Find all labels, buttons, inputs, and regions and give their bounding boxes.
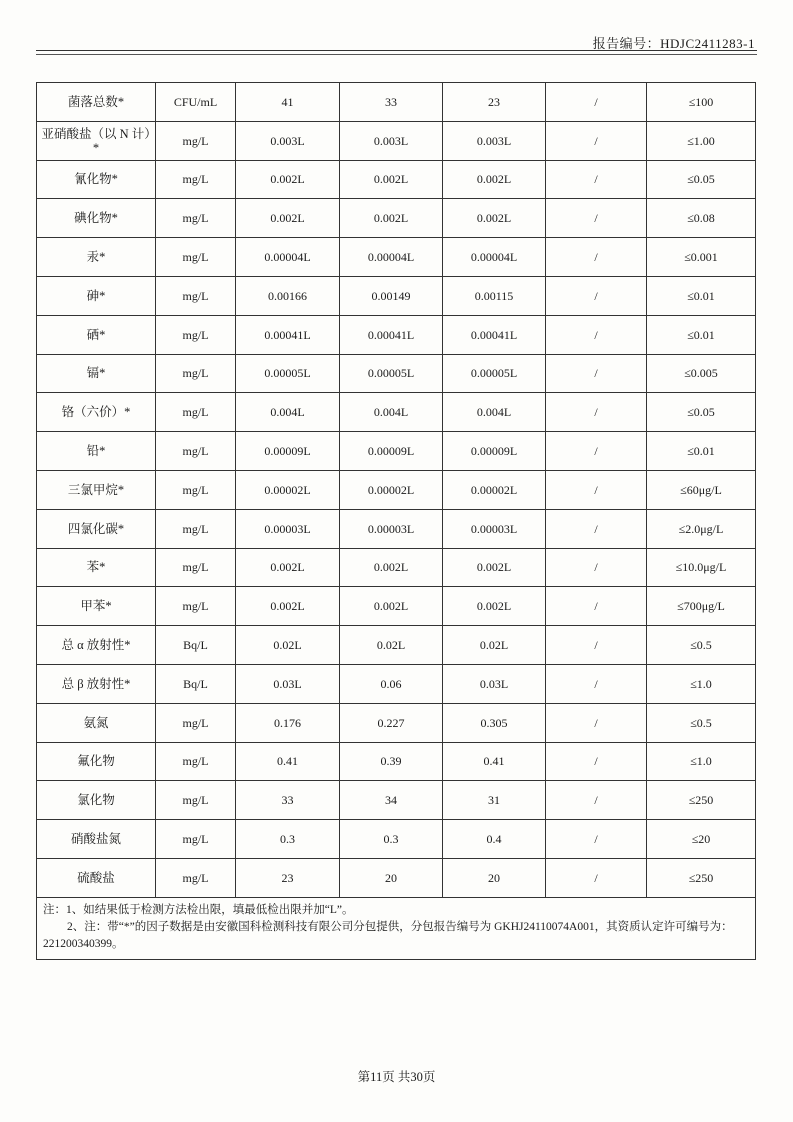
table-row xyxy=(37,820,756,859)
result-2-cell: 33 xyxy=(340,83,443,122)
limit-cell: ≤0.001 xyxy=(647,238,756,277)
result-4-cell: / xyxy=(546,626,647,665)
item-name-cell: 三氯甲烷* xyxy=(37,470,156,509)
result-1-cell: 0.00005L xyxy=(236,354,340,393)
result-4-cell: / xyxy=(546,83,647,122)
result-2-cell: 0.00002L xyxy=(340,470,443,509)
table-row xyxy=(37,470,756,509)
result-1-cell: 0.00003L xyxy=(236,509,340,548)
result-3-cell: 0.004L xyxy=(443,393,546,432)
table-row xyxy=(37,315,756,354)
result-2-cell: 0.00041L xyxy=(340,315,443,354)
unit-cell: mg/L xyxy=(156,509,236,548)
result-1-cell: 0.176 xyxy=(236,703,340,742)
result-3-cell: 0.003L xyxy=(443,121,546,160)
result-1-cell: 0.003L xyxy=(236,121,340,160)
unit-cell: Bq/L xyxy=(156,664,236,703)
result-1-cell: 0.00041L xyxy=(236,315,340,354)
unit-cell: Bq/L xyxy=(156,626,236,665)
item-name-cell: 镉* xyxy=(37,354,156,393)
result-4-cell: / xyxy=(546,276,647,315)
result-3-cell: 0.00004L xyxy=(443,238,546,277)
result-4-cell: / xyxy=(546,121,647,160)
result-3-cell: 20 xyxy=(443,858,546,897)
results-table xyxy=(36,82,756,960)
result-1-cell: 0.3 xyxy=(236,820,340,859)
limit-cell: ≤0.08 xyxy=(647,199,756,238)
page-number: 第11页 共30页 xyxy=(357,1070,436,1084)
table-row xyxy=(37,83,756,122)
result-1-cell: 0.004L xyxy=(236,393,340,432)
table-row xyxy=(37,858,756,897)
result-2-cell: 0.002L xyxy=(340,199,443,238)
result-4-cell: / xyxy=(546,238,647,277)
result-1-cell: 0.002L xyxy=(236,548,340,587)
result-4-cell: / xyxy=(546,160,647,199)
limit-cell: ≤0.01 xyxy=(647,315,756,354)
item-name-cell: 四氯化碳* xyxy=(37,509,156,548)
limit-cell: ≤1.0 xyxy=(647,664,756,703)
unit-cell: mg/L xyxy=(156,238,236,277)
item-name-cell: 菌落总数* xyxy=(37,83,156,122)
result-4-cell: / xyxy=(546,781,647,820)
limit-cell: ≤20 xyxy=(647,820,756,859)
limit-cell: ≤0.01 xyxy=(647,432,756,471)
unit-cell: mg/L xyxy=(156,858,236,897)
notes-row xyxy=(37,897,756,959)
result-3-cell: 0.02L xyxy=(443,626,546,665)
item-name-cell: 氨氮 xyxy=(37,703,156,742)
table-row xyxy=(37,781,756,820)
table-row xyxy=(37,393,756,432)
unit-cell: mg/L xyxy=(156,781,236,820)
table-row xyxy=(37,354,756,393)
result-3-cell: 0.4 xyxy=(443,820,546,859)
result-1-cell: 23 xyxy=(236,858,340,897)
item-name-cell: 硫酸盐 xyxy=(37,858,156,897)
unit-cell: mg/L xyxy=(156,121,236,160)
item-name-cell: 苯* xyxy=(37,548,156,587)
item-name-cell: 甲苯* xyxy=(37,587,156,626)
result-1-cell: 0.41 xyxy=(236,742,340,781)
result-1-cell: 0.002L xyxy=(236,160,340,199)
unit-cell: mg/L xyxy=(156,160,236,199)
result-2-cell: 0.06 xyxy=(340,664,443,703)
result-4-cell: / xyxy=(546,664,647,703)
result-4-cell: / xyxy=(546,587,647,626)
result-4-cell: / xyxy=(546,509,647,548)
result-1-cell: 0.02L xyxy=(236,626,340,665)
result-4-cell: / xyxy=(546,315,647,354)
result-1-cell: 0.00166 xyxy=(236,276,340,315)
result-1-cell: 0.002L xyxy=(236,587,340,626)
item-name-cell: 总 α 放射性* xyxy=(37,626,156,665)
result-2-cell: 0.004L xyxy=(340,393,443,432)
notes-cell xyxy=(37,897,756,959)
result-1-cell: 0.00004L xyxy=(236,238,340,277)
table-row xyxy=(37,199,756,238)
result-4-cell: / xyxy=(546,393,647,432)
result-2-cell: 0.39 xyxy=(340,742,443,781)
result-4-cell: / xyxy=(546,432,647,471)
table-row xyxy=(37,121,756,160)
item-name-cell: 碘化物* xyxy=(37,199,156,238)
unit-cell: mg/L xyxy=(156,199,236,238)
item-name-cell: 铅* xyxy=(37,432,156,471)
result-3-cell: 0.00002L xyxy=(443,470,546,509)
item-name-cell: 氯化物 xyxy=(37,781,156,820)
result-2-cell: 0.002L xyxy=(340,160,443,199)
limit-cell: ≤100 xyxy=(647,83,756,122)
result-2-cell: 0.002L xyxy=(340,587,443,626)
limit-cell: ≤700μg/L xyxy=(647,587,756,626)
limit-cell: ≤10.0μg/L xyxy=(647,548,756,587)
result-4-cell: / xyxy=(546,858,647,897)
item-name-cell: 硝酸盐氮 xyxy=(37,820,156,859)
result-1-cell: 0.002L xyxy=(236,199,340,238)
limit-cell: ≤0.005 xyxy=(647,354,756,393)
result-3-cell: 0.305 xyxy=(443,703,546,742)
table-row xyxy=(37,742,756,781)
result-1-cell: 0.00002L xyxy=(236,470,340,509)
item-name-cell: 铬（六价）* xyxy=(37,393,156,432)
limit-cell: ≤2.0μg/L xyxy=(647,509,756,548)
result-3-cell: 0.002L xyxy=(443,199,546,238)
unit-cell: mg/L xyxy=(156,393,236,432)
result-2-cell: 34 xyxy=(340,781,443,820)
limit-cell: ≤0.5 xyxy=(647,703,756,742)
unit-cell: mg/L xyxy=(156,315,236,354)
note-line-2: 2、注：带“*”的因子数据是由安徽国科检测科技有限公司分包提供，分包报告编号为 GKHJ24110074A001，其资质认定许可编号为：221200340399。 xyxy=(43,920,733,950)
result-2-cell: 0.02L xyxy=(340,626,443,665)
unit-cell: mg/L xyxy=(156,703,236,742)
result-2-cell: 0.227 xyxy=(340,703,443,742)
table-row xyxy=(37,276,756,315)
unit-cell: mg/L xyxy=(156,587,236,626)
item-name-cell: 总 β 放射性* xyxy=(37,664,156,703)
limit-cell: ≤60μg/L xyxy=(647,470,756,509)
result-1-cell: 0.00009L xyxy=(236,432,340,471)
table-row xyxy=(37,509,756,548)
result-1-cell: 41 xyxy=(236,83,340,122)
result-4-cell: / xyxy=(546,548,647,587)
result-2-cell: 0.3 xyxy=(340,820,443,859)
result-3-cell: 0.002L xyxy=(443,160,546,199)
table-row xyxy=(37,626,756,665)
result-1-cell: 33 xyxy=(236,781,340,820)
result-4-cell: / xyxy=(546,470,647,509)
result-2-cell: 0.002L xyxy=(340,548,443,587)
limit-cell: ≤0.05 xyxy=(647,160,756,199)
result-3-cell: 23 xyxy=(443,83,546,122)
unit-cell: mg/L xyxy=(156,820,236,859)
limit-cell: ≤250 xyxy=(647,858,756,897)
result-3-cell: 0.00003L xyxy=(443,509,546,548)
result-2-cell: 20 xyxy=(340,858,443,897)
result-4-cell: / xyxy=(546,354,647,393)
result-2-cell: 0.00003L xyxy=(340,509,443,548)
unit-cell: CFU/mL xyxy=(156,83,236,122)
result-3-cell: 0.00009L xyxy=(443,432,546,471)
limit-cell: ≤0.01 xyxy=(647,276,756,315)
result-3-cell: 0.002L xyxy=(443,548,546,587)
table-row xyxy=(37,160,756,199)
result-3-cell: 0.41 xyxy=(443,742,546,781)
limit-cell: ≤250 xyxy=(647,781,756,820)
table-row xyxy=(37,703,756,742)
unit-cell: mg/L xyxy=(156,742,236,781)
result-3-cell: 0.00115 xyxy=(443,276,546,315)
item-name-cell: 汞* xyxy=(37,238,156,277)
result-2-cell: 0.00005L xyxy=(340,354,443,393)
table-row xyxy=(37,664,756,703)
table-row xyxy=(37,548,756,587)
result-2-cell: 0.00004L xyxy=(340,238,443,277)
unit-cell: mg/L xyxy=(156,276,236,315)
table-row xyxy=(37,587,756,626)
item-name-cell: 氟化物 xyxy=(37,742,156,781)
result-3-cell: 0.00005L xyxy=(443,354,546,393)
result-3-cell: 31 xyxy=(443,781,546,820)
limit-cell: ≤0.05 xyxy=(647,393,756,432)
table-row xyxy=(37,238,756,277)
results-table-body xyxy=(37,83,756,898)
item-name-cell: 亚硝酸盐（以 N 计）* xyxy=(37,121,156,160)
table-row xyxy=(37,432,756,471)
result-2-cell: 0.00149 xyxy=(340,276,443,315)
header-rule-thin xyxy=(36,54,757,55)
result-4-cell: / xyxy=(546,820,647,859)
limit-cell: ≤1.0 xyxy=(647,742,756,781)
unit-cell: mg/L xyxy=(156,354,236,393)
unit-cell: mg/L xyxy=(156,470,236,509)
unit-cell: mg/L xyxy=(156,548,236,587)
note-line-1: 注：1、如结果低于检测方法检出限，填最低检出限并加“L”。 xyxy=(43,903,354,916)
result-1-cell: 0.03L xyxy=(236,664,340,703)
unit-cell: mg/L xyxy=(156,432,236,471)
limit-cell: ≤1.00 xyxy=(647,121,756,160)
result-2-cell: 0.00009L xyxy=(340,432,443,471)
item-name-cell: 硒* xyxy=(37,315,156,354)
result-3-cell: 0.002L xyxy=(443,587,546,626)
header-rule xyxy=(36,50,757,51)
result-4-cell: / xyxy=(546,742,647,781)
result-4-cell: / xyxy=(546,199,647,238)
report-number: 报告编号：HDJC2411283-1 xyxy=(592,36,755,51)
limit-cell: ≤0.5 xyxy=(647,626,756,665)
item-name-cell: 氰化物* xyxy=(37,160,156,199)
result-3-cell: 0.03L xyxy=(443,664,546,703)
item-name-cell: 砷* xyxy=(37,276,156,315)
result-2-cell: 0.003L xyxy=(340,121,443,160)
result-3-cell: 0.00041L xyxy=(443,315,546,354)
result-4-cell: / xyxy=(546,703,647,742)
